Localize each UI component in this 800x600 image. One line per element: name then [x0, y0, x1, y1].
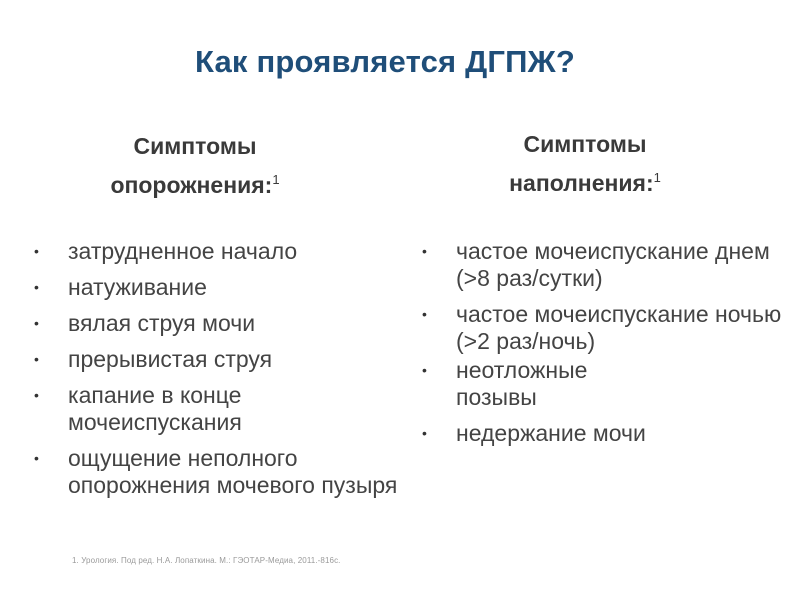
- slide-title: Как проявляется ДГПЖ?: [194, 44, 575, 79]
- list-item: • затрудненное начало: [34, 238, 298, 264]
- bullet-icon: •: [34, 450, 39, 466]
- bullet-icon: •: [34, 315, 39, 331]
- list-item: • частое мочеиспускание ночью (>2 раз/ночь): [422, 301, 782, 354]
- heading-line2: опорожнения:$^1$: [110, 172, 280, 198]
- footnote-ref: 1: [653, 170, 661, 185]
- list-item: • недержание мочи: [422, 420, 646, 446]
- bullet-icon: •: [34, 387, 39, 403]
- bullet-icon: •: [34, 351, 39, 367]
- storage-symptoms-heading: [450, 128, 720, 200]
- list-item: • прерывистая струя: [34, 346, 273, 372]
- list-item: • капание в конце мочеиспускания: [34, 382, 242, 435]
- storage-symptoms-list: [418, 238, 783, 456]
- voiding-symptoms-heading: [60, 130, 330, 202]
- list-item: • частое мочеиспускание днем (>8 раз/сутки): [422, 238, 783, 291]
- bullet-icon: •: [422, 362, 427, 378]
- list-item: • вялая струя мочи: [34, 310, 256, 336]
- bullet-icon: •: [422, 306, 427, 322]
- heading-line1: Симптомы: [133, 133, 257, 159]
- bullet-icon: •: [34, 243, 39, 259]
- voiding-symptoms-list: [30, 238, 410, 508]
- heading-line1: Симптомы: [523, 131, 647, 157]
- bullet-icon: •: [422, 425, 427, 441]
- footnote-ref: 1: [272, 172, 280, 187]
- list-item: • неотложные позывы: [422, 357, 588, 410]
- list-item: • натуживание: [34, 274, 207, 300]
- footnote: 1. Урология. Под ред. Н.А. Лопаткина. М.: ГЭОТАР-Медиа, 2011.-816с.: [72, 556, 341, 565]
- heading-line2: наполнения:$^1$: [509, 170, 661, 196]
- bullet-icon: •: [422, 243, 427, 259]
- bullet-icon: •: [34, 279, 39, 295]
- list-item: • ощущение неполного опорожнения мочевого пузыря: [34, 445, 398, 498]
